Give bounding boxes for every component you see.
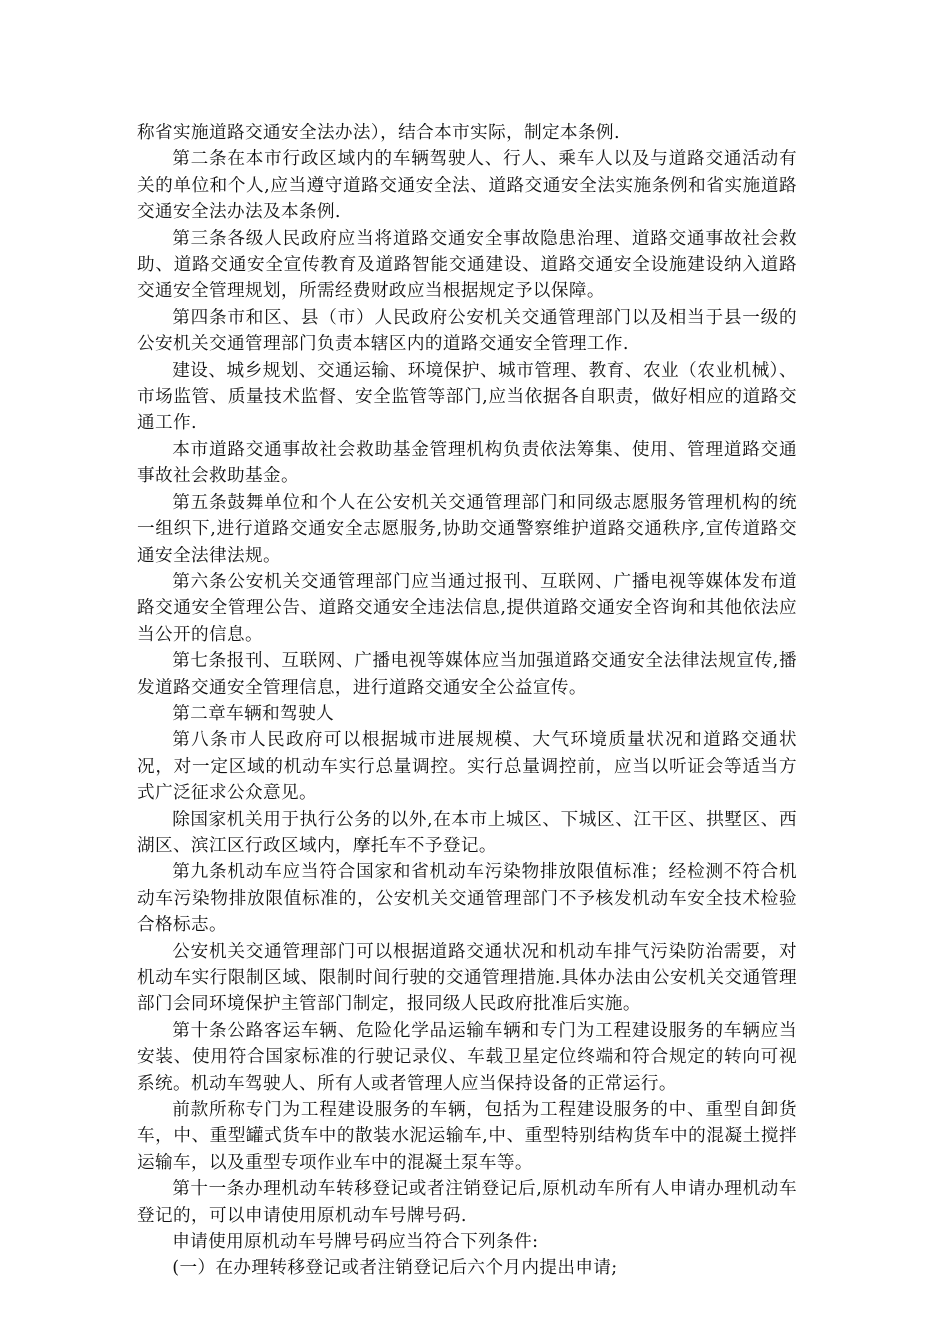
paragraph-article-9-clause-2: 公安机关交通管理部门可以根据道路交通状况和机动车排气污染防治需要，对机动车实行限制区域、限制时间行驶的交通管理措施.具体办法由公安机关交通管理部门会同环境保护主管部门制定，报同级人民政府批准后实施。 xyxy=(137,941,797,1015)
paragraph-article-11-clause-2: 申请使用原机动车号牌号码应当符合下列条件: xyxy=(172,1232,539,1253)
paragraph-article-4-clause-3: 本市道路交通事故社会救助基金管理机构负责依法筹集、使用、管理道路交通事故社会救助基金。 xyxy=(137,439,797,487)
chapter-heading: 第二章车辆和驾驶人 xyxy=(172,703,335,724)
paragraph-article-10: 第十条公路客运车辆、危险化学品运输车辆和专门为工程建设服务的车辆应当安装、使用符合国家标准的行驶记录仪、车载卫星定位终端和符合规定的转向可视系统。机动车驾驶人、所有人或者管理人应当保持设备的正常运行。 xyxy=(137,1020,797,1094)
paragraph-article-8: 第八条市人民政府可以根据城市进展规模、大气环境质量状况和道路交通状况，对一定区域的机动车实行总量调控。实行总量调控前，应当以听证会等适当方式广泛征求公众意见。 xyxy=(137,730,797,804)
paragraph-article-2: 第二条在本市行政区域内的车辆驾驶人、行人、乘车人以及与道路交通活动有关的单位和个人,应当遵守道路交通安全法、道路交通安全法实施条例和省实施道路交通安全法办法及本条例. xyxy=(137,149,797,223)
paragraph-article-9: 第九条机动车应当符合国家和省机动车污染物排放限值标准；经检测不符合机动车污染物排放限值标准的，公安机关交通管理部门不予核发机动车安全技术检验合格标志。 xyxy=(137,862,797,936)
paragraph-article-4-clause-2: 建设、城乡规划、交通运输、环境保护、城市管理、教育、农业（农业机械）、市场监管、质量技术监督、安全监管等部门,应当依据各自职责，做好相应的道路交通工作. xyxy=(137,360,797,434)
paragraph-article-4: 第四条市和区、县（市）人民政府公安机关交通管理部门以及相当于县一级的公安机关交通管理部门负责本辖区内的道路交通安全管理工作. xyxy=(137,307,797,355)
paragraph-article-5: 第五条鼓舞单位和个人在公安机关交通管理部门和同级志愿服务管理机构的统一组织下,进行道路交通安全志愿服务,协助交通警察维护道路交通秩序,宣传道路交通安全法律法规。 xyxy=(137,492,797,566)
paragraph-article-10-clause-2: 前款所称专门为工程建设服务的车辆，包括为工程建设服务的中、重型自卸货车，中、重型罐式货车中的散装水泥运输车,中、重型特别结构货车中的混凝土搅拌运输车，以及重型专项作业车中的混凝土泵车等。 xyxy=(137,1100,797,1173)
paragraph-article-8-clause-2: 除国家机关用于执行公务的以外,在本市上城区、下城区、江干区、拱墅区、西湖区、滨江区行政区域内，摩托车不予登记。 xyxy=(137,809,797,856)
paragraph-article-6: 第六条公安机关交通管理部门应当通过报刊、互联网、广播电视等媒体发布道路交通安全管理公告、道路交通安全违法信息,提供道路交通安全咨询和其他依法应当公开的信息。 xyxy=(137,571,797,645)
paragraph-article-11: 第十一条办理机动车转移登记或者注销登记后,原机动车所有人申请办理机动车登记的，可以申请使用原机动车号牌号码. xyxy=(137,1179,797,1226)
document-body xyxy=(137,120,797,1282)
paragraph-article-7: 第七条报刊、互联网、广播电视等媒体应当加强道路交通安全法律法规宣传,播发道路交通安全管理信息，进行道路交通安全公益宣传。 xyxy=(137,651,797,698)
paragraph-article-11-item-1: (一）在办理转移登记或者注销登记后六个月内提出申请; xyxy=(172,1258,618,1279)
paragraph-continuation: 称省实施道路交通安全法办法），结合本市实际，制定本条例. xyxy=(137,123,621,143)
paragraph-article-3: 第三条各级人民政府应当将道路交通安全事故隐患治理、道路交通事故社会救助、道路交通安全宣传教育及道路智能交通建设、道路交通安全设施建设纳入道路交通安全管理规划，所需经费财政应当根据规定予以保障。 xyxy=(137,228,797,302)
